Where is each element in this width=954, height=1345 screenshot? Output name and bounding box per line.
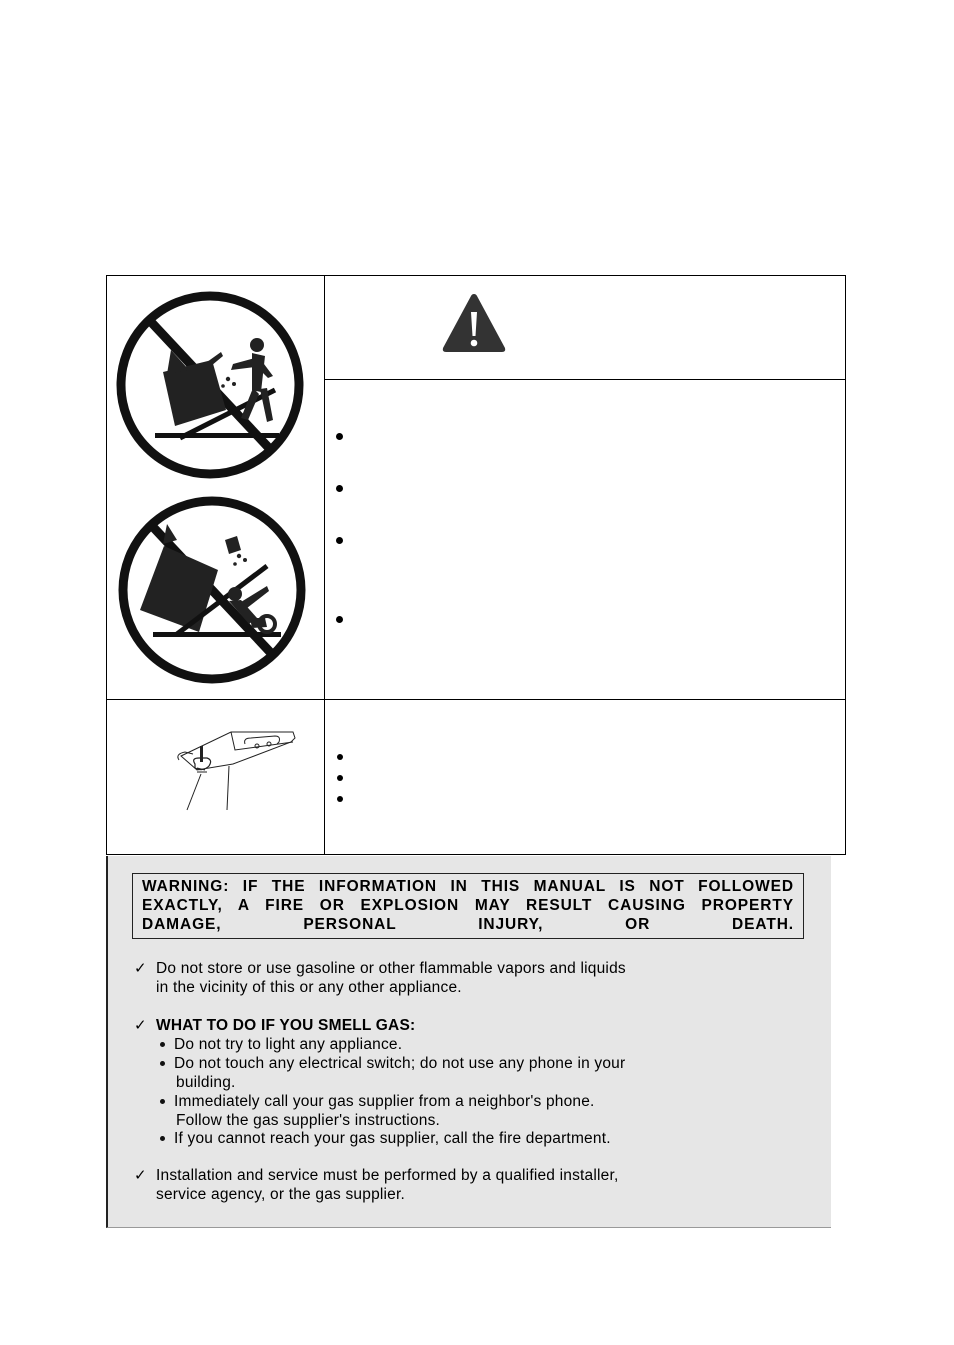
- check-mark-icon: ✓: [134, 1166, 147, 1184]
- warning-headline: WARNING: IF THE INFORMATION IN THIS MANUAL IS NOT FOLLOWED EXACTLY, A FIRE OR EXPLOSION MAY RESULT CAUSING PROPERTY DAMAGE, PERSONAL INJURY, OR DEATH.: [142, 878, 794, 933]
- list-bullet: [337, 775, 343, 781]
- list-bullet: [337, 754, 343, 760]
- table-row-divider: [325, 379, 845, 380]
- anti-tip-bracket-diagram: [173, 724, 299, 816]
- warning-triangle-icon: [441, 292, 507, 354]
- item1-line1: Do not store or use gasoline or other flammable vapors and liquids: [156, 960, 626, 977]
- table-row-divider: [107, 699, 845, 700]
- gas-warning-panel: [106, 856, 831, 1228]
- smell-gas-heading: WHAT TO DO IF YOU SMELL GAS:: [156, 1017, 416, 1034]
- sub-bullet: [160, 1042, 165, 1047]
- item1-line2: in the vicinity of this or any other appliance.: [156, 979, 462, 996]
- list-bullet: [336, 537, 343, 544]
- no-tip-over-child-icon: [117, 494, 307, 686]
- sub-item-4: If you cannot reach your gas supplier, call the fire department.: [174, 1130, 611, 1147]
- sub-item-2-line2: building.: [176, 1074, 236, 1091]
- sub-item-2-line1: Do not touch any electrical switch; do not use any phone in your: [174, 1055, 626, 1072]
- item3-line1: Installation and service must be performed by a qualified installer,: [156, 1167, 619, 1184]
- sub-item-3-line2: Follow the gas supplier's instructions.: [176, 1112, 441, 1129]
- list-bullet: [336, 616, 343, 623]
- list-bullet: [336, 433, 343, 440]
- check-mark-icon: ✓: [134, 1016, 147, 1034]
- table-column-divider: [324, 276, 325, 854]
- sub-item-3-line1: Immediately call your gas supplier from a neighbor's phone.: [174, 1093, 595, 1110]
- warning-headline-box: [132, 873, 804, 939]
- check-mark-icon: ✓: [134, 959, 147, 977]
- sub-bullet: [160, 1061, 165, 1066]
- safety-table: [106, 275, 846, 855]
- item3-line2: service agency, or the gas supplier.: [156, 1186, 406, 1203]
- sub-item-1: Do not try to light any appliance.: [174, 1036, 403, 1053]
- list-bullet: [336, 485, 343, 492]
- sub-bullet: [160, 1099, 165, 1104]
- no-tip-over-adult-icon: [115, 290, 305, 480]
- sub-bullet: [160, 1136, 165, 1141]
- list-bullet: [337, 796, 343, 802]
